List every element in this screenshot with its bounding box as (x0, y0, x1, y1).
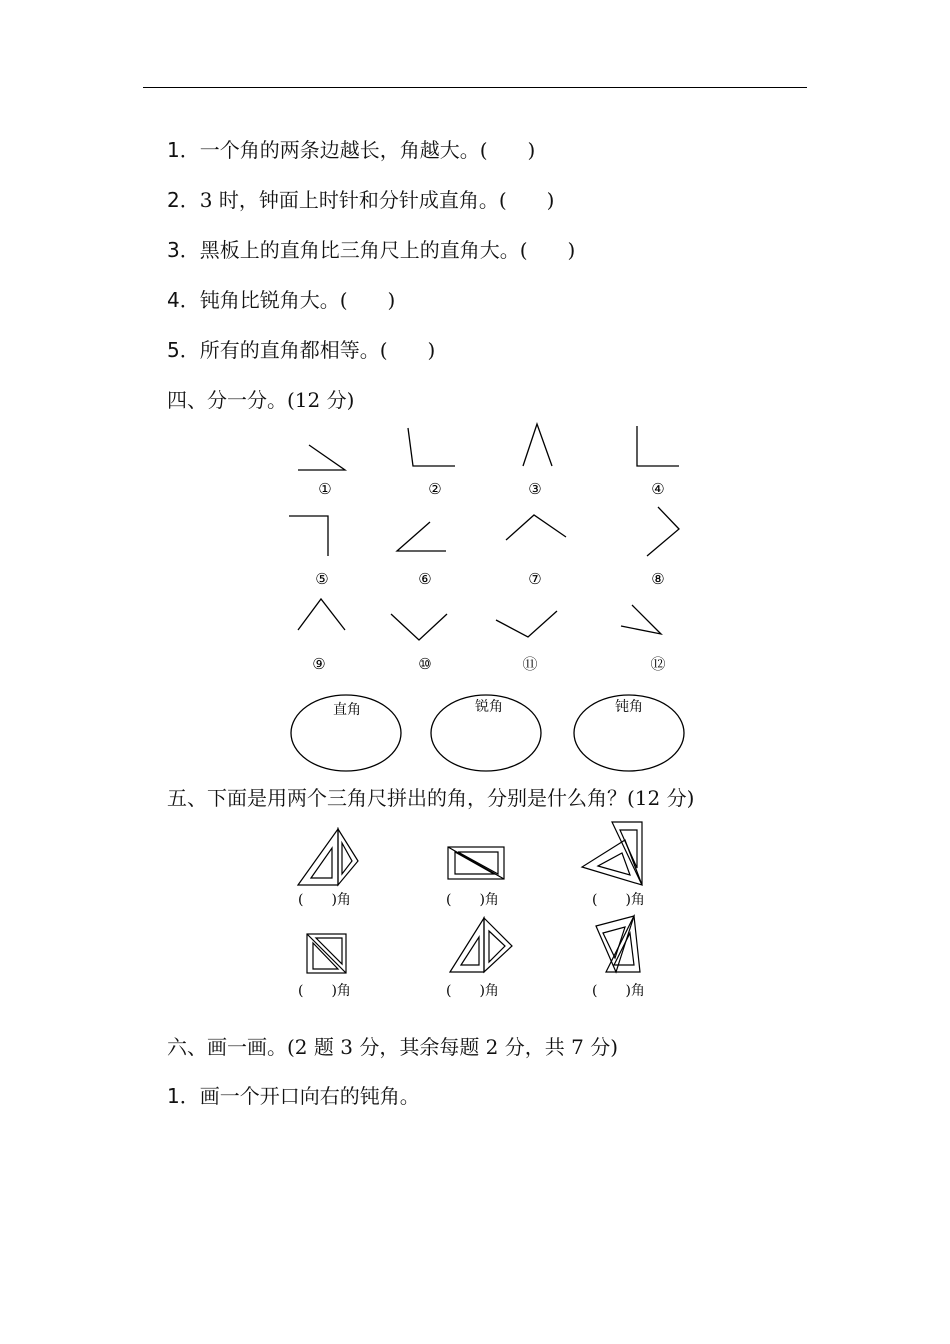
ruler-pair-2 (448, 847, 504, 879)
angle-label: ⑤ (315, 570, 329, 588)
item-text: 一个角的两条边越长，角越大。( ) (199, 138, 536, 162)
section5-title: 五、下面是用两个三角尺拼出的角，分别是什么角？(12 分) (167, 786, 695, 810)
oval-label: 锐角 (475, 699, 503, 715)
ruler-caption: ( )角 (298, 983, 351, 999)
item-number: 2． (167, 188, 200, 212)
angle-label: ③ (528, 480, 542, 498)
angle-label: ⑧ (651, 570, 665, 588)
angle-label: ② (428, 480, 442, 498)
ruler-pair-1 (298, 829, 358, 885)
angle-label: ⑪ (522, 655, 538, 673)
item-text: 3 时，钟面上时针和分针成直角。( ) (199, 188, 555, 212)
item-text: 所有的直角都相等。( ) (199, 338, 436, 362)
oval-label: 直角 (333, 702, 361, 718)
angle-label: ⑫ (650, 655, 666, 673)
ruler-caption: ( )角 (592, 983, 645, 999)
item-number: 5． (167, 338, 200, 362)
item-number: 1． (167, 138, 200, 162)
angle-label: ⑨ (312, 655, 326, 673)
section4-title: 四、分一分。(12 分) (167, 388, 355, 412)
item-text: 画一个开口向右的钝角。 (199, 1084, 420, 1108)
ruler-pair-3 (582, 822, 642, 885)
section6-title: 六、画一画。(2 题 3 分，其余每题 2 分，共 7 分) (167, 1035, 619, 1059)
item-text: 钝角比锐角大。( ) (199, 288, 396, 312)
oval-label: 钝角 (615, 699, 643, 715)
angle-label: ① (318, 480, 332, 498)
ruler-pair-4 (307, 934, 346, 973)
angle-label: ⑦ (528, 570, 542, 588)
angle-label: ⑩ (418, 655, 432, 673)
draw-item-1 (167, 1084, 420, 1108)
ruler-pair-5 (450, 918, 512, 972)
item-text: 黑板上的直角比三角尺上的直角大。( ) (199, 238, 576, 262)
angle-label: ⑥ (418, 570, 432, 588)
item-number: 4． (167, 288, 200, 312)
angle-label: ④ (651, 480, 665, 498)
ruler-caption: ( )角 (446, 983, 499, 999)
ruler-caption: ( )角 (446, 892, 499, 908)
ruler-pair-6 (596, 916, 640, 972)
item-number: 3． (167, 238, 200, 262)
ruler-caption: ( )角 (298, 892, 351, 908)
ruler-caption: ( )角 (592, 892, 645, 908)
item-number: 1． (167, 1084, 200, 1108)
